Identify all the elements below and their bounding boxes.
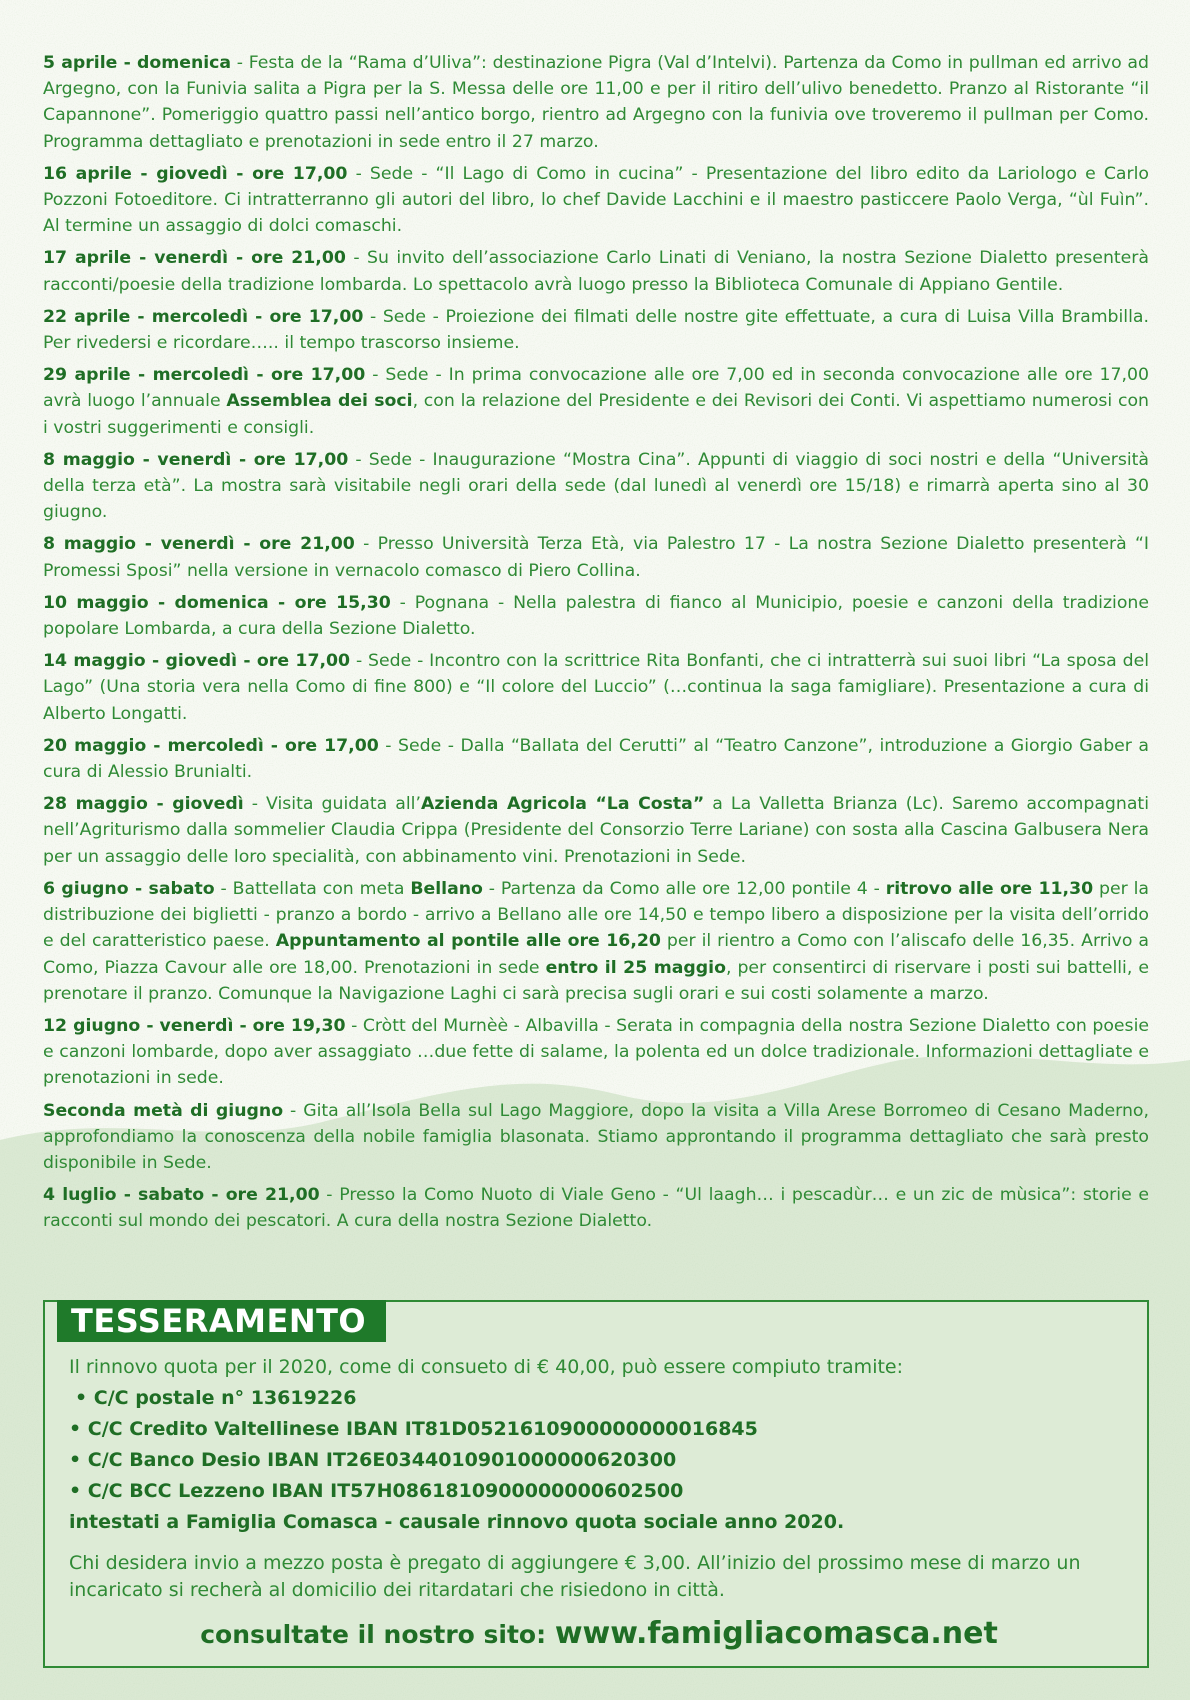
intestati-note: intestati a Famiglia Comasca - causale rinnovo quota sociale anno 2020. xyxy=(69,1511,845,1533)
event-highlight: Azienda Agricola “La Costa” xyxy=(420,794,705,815)
event-highlight: Bellano xyxy=(410,878,483,899)
event-text: , con la relazione del Presidente e dei Revisori dei Conti. Vi aspettiamo numerosi con i vostri suggerimenti e consigli. xyxy=(43,391,1149,438)
event-text: - Partenza da Como alle ore 12,00 pontile 4 - xyxy=(482,878,886,899)
event-entry xyxy=(43,50,1149,155)
event-highlight: ritrovo alle ore 11,30 xyxy=(885,878,1094,899)
event-highlight: Assemblea dei soci xyxy=(226,391,413,412)
event-text: - Gita all’Isola Bella sul Lago Maggiore, dopo la visita a Villa Arese Borromeo di Cesano Maderno, approfondiamo la conoscenza della nobile famiglia blasonata. Stiamo approntando il programma dettagliato che sarà presto disponibile in Sede. xyxy=(43,1100,1149,1173)
event-text: - Sede - Incontro con la scrittrice Rita Bonfanti, che ci intratterrà sui suoi libri “La sposa del Lago” (Una storia vera nella Como di fine 800) e “Il colore del Luccio” (…continua la saga famigliare). Presentazione a cura di Alberto Longatti. xyxy=(43,651,1149,724)
event-entry xyxy=(43,1013,1149,1092)
event-text: - Su invito dell’associazione Carlo Linati di Veniano, la nostra Sezione Dialetto presenterà racconti/poesie della tradizione lombarda. Lo spettacolo avrà luogo presso la Biblioteca Comunale di Appiano Gentile. xyxy=(43,248,1149,295)
event-date: Seconda metà di giugno xyxy=(43,1100,284,1121)
payment-item: • C/C BCC Lezzeno IBAN IT57H0861810900000000602500 xyxy=(69,1480,684,1502)
event-text: - Presso Università Terza Età, via Palestro 17 - La nostra Sezione Dialetto presenterà “I Promessi Sposi” nella versione in vernacolo comasco di Piero Collina. xyxy=(43,534,1150,581)
event-text: , per consentirci di riservare i posti sui battelli, e prenotare il pranzo. Comunque la Navigazione Laghi ci sarà precisa sugli orari e sui costi solamente a marzo. xyxy=(43,957,1149,1004)
event-entry xyxy=(43,648,1149,727)
event-text: - Sede - Dalla “Ballata del Cerutti” al “Teatro Canzone”, introduzione a Giorgio Gaber a cura di Alessio Brunialti. xyxy=(43,735,1149,783)
payment-item: • C/C Credito Valtellinese IBAN IT81D0521610900000000016845 xyxy=(69,1418,758,1440)
event-entry xyxy=(43,590,1149,642)
event-entry xyxy=(43,791,1149,870)
tesseramento-intro: Il rinnovo quota per il 2020, come di consueto di € 40,00, può essere compiuto tramite: xyxy=(69,1356,904,1378)
event-text: - Battellata con meta xyxy=(214,878,411,899)
event-date: 8 maggio - venerdì - ore 21,00 xyxy=(43,534,355,555)
event-text: - Sede - Proiezione dei filmati delle nostre gite effettuate, a cura di Luisa Villa Brambilla. Per rivedersi e ricordare….. il tempo trascorso insieme. xyxy=(43,306,1149,354)
event-date: 28 maggio - giovedì xyxy=(43,794,244,815)
event-text: - Sede - Inaugurazione “Mostra Cina”. Appunti di viaggio di soci nostri e della “Università della terza età”. La mostra sarà visitabile negli orari della sede (dal lunedì al venerdì ore 15/18) e rimarrà aperta sino al 30 giugno. xyxy=(43,449,1149,523)
event-date: 8 maggio - venerdì - ore 17,00 xyxy=(43,449,349,470)
event-date: 14 maggio - giovedì - ore 17,00 xyxy=(43,651,351,672)
event-date: 4 luglio - sabato - ore 21,00 xyxy=(43,1185,320,1206)
event-highlight: Appuntamento al pontile alle ore 16,20 xyxy=(275,931,661,952)
tesseramento-title: TESSERAMENTO xyxy=(57,1300,386,1342)
event-entry xyxy=(43,161,1149,240)
event-text: a La Valletta Brianza (Lc). Saremo accompagnati nell’Agriturismo dalla sommelier Claudia Crippa (Presidente del Consorzio Terre Lariane) con sosta alla Cascina Galbusera Nera per un assaggio delle loro specialità, con abbinamento vini. Prenotazioni in Sede. xyxy=(43,794,1150,867)
event-date: 20 maggio - mercoledì - ore 17,00 xyxy=(43,735,379,756)
posta-note: Chi desidera invio a mezzo posta è pregato di aggiungere € 3,00. All’inizio del prossimo mese di marzo un incaricato si recherà al domicilio dei ritardatari che risiedono in città. xyxy=(69,1552,1081,1601)
events-list xyxy=(43,50,1149,1241)
tesseramento-body xyxy=(69,1352,1129,1650)
event-text: - Pognana - Nella palestra di fianco al Municipio, poesie e canzoni della tradizione popolare Lombarda, a cura della Sezione Dialetto. xyxy=(43,592,1150,640)
event-date: 12 giugno - venerdì - ore 19,30 xyxy=(43,1015,346,1036)
event-date: 6 giugno - sabato xyxy=(43,878,215,899)
event-text: - Sede - In prima convocazione alle ore 7,00 ed in seconda convocazione alle ore 17,00 avrà luogo l’annuale xyxy=(43,365,1149,412)
event-entry xyxy=(43,1182,1149,1234)
event-date: 22 aprile - mercoledì - ore 17,00 xyxy=(43,306,364,327)
event-text: per la distribuzione dei biglietti - pranzo a bordo - arrivo a Bellano alle ore 14,50 e tempo libero a disposizione per la visita dell’orrido e del caratteristico paese. xyxy=(43,878,1150,952)
event-entry xyxy=(43,304,1149,356)
site-link[interactable]: www.famigliacomasca.net xyxy=(554,1616,998,1651)
event-date: 29 aprile - mercoledì - ore 17,00 xyxy=(43,365,366,386)
event-entry xyxy=(43,1098,1149,1177)
event-entry xyxy=(43,245,1149,297)
event-entry xyxy=(43,531,1149,583)
event-date: 10 maggio - domenica - ore 15,30 xyxy=(43,592,391,613)
payment-item: • C/C Banco Desio IBAN IT26E0344010901000000620300 xyxy=(69,1449,677,1471)
event-date: 17 aprile - venerdì - ore 21,00 xyxy=(43,248,346,269)
tesseramento-box xyxy=(43,1300,1149,1668)
event-text: - Presso la Como Nuoto di Viale Geno - “Ul laagh… i pescadùr… e un zic de mùsica”: storie e racconti sul mondo dei pescatori. A cura della nostra Sezione Dialetto. xyxy=(43,1185,1149,1232)
event-text: per il rientro a Como con l’aliscafo delle 16,35. Arrivo a Como, Piazza Cavour alle ore 18,00. Prenotazioni in sede xyxy=(43,931,1150,978)
site-label: consultate il nostro sito: xyxy=(200,1620,555,1649)
event-entry xyxy=(43,362,1149,441)
event-entry xyxy=(43,447,1149,526)
event-text: - Cròtt del Murnèè - Albavilla - Serata in compagnia della nostra Sezione Dialetto con poesie e canzoni lombarde, dopo aver assaggiato …due fette di salame, la polenta ed un dolce tradizionale. Informazioni dettagliate e prenotazioni in sede. xyxy=(43,1015,1149,1089)
event-text: - Sede - “Il Lago di Como in cucina” - Presentazione del libro edito da Lariologo e Carlo Pozzoni Fotoeditore. Ci intratterranno gli autori del libro, lo chef Davide Lacchini e il maestro pasticcere Paolo Verga, “ùl Fuìn”. Al termine un assaggio di dolci comaschi. xyxy=(43,163,1149,237)
event-entry xyxy=(43,876,1149,1007)
event-date: 16 aprile - giovedì - ore 17,00 xyxy=(43,163,348,184)
event-date: 5 aprile - domenica xyxy=(43,53,232,73)
payment-item: • C/C postale n° 13619226 xyxy=(75,1387,357,1409)
site-line xyxy=(69,1618,1129,1650)
event-entry xyxy=(43,733,1149,785)
event-text: - Visita guidata all’ xyxy=(243,794,421,815)
event-highlight: entro il 25 maggio xyxy=(545,957,726,978)
event-text: - Festa de la “Rama d’Uliva”: destinazione Pigra (Val d’Intelvi). Partenza da Como in pullman ed arrivo ad Argegno, con la Funivia salita a Pigra per la S. Messa delle ore 11,00 e per il ritiro dell’ulivo benedetto. Pranzo al Ristorante “il Capannone”. Pomeriggio quattro passi nell’antico borgo, rientro ad Argegno con la funivia ove troveremo il pullman per Como. Programma dettagliato e prenotazioni in sede entro il 27 marzo. xyxy=(43,53,1149,152)
